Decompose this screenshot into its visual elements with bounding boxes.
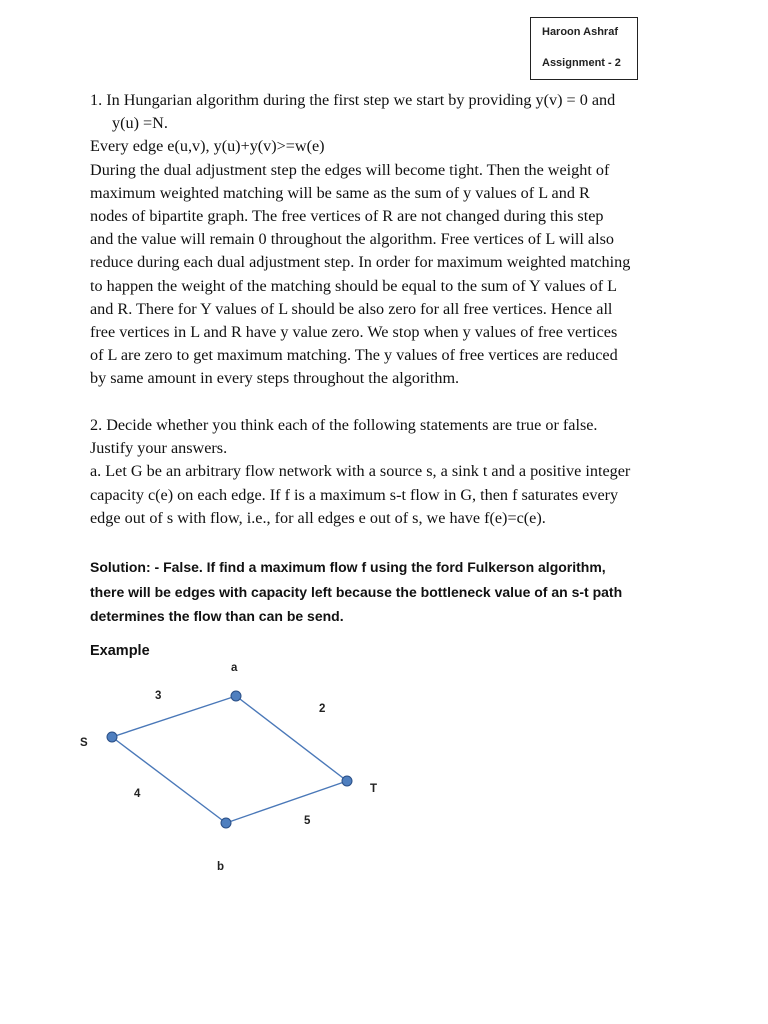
q1-line: by same amount in every steps throughout the algorithm. — [90, 369, 460, 388]
node-s — [107, 732, 117, 742]
q1-line: y(u) =N. — [112, 114, 168, 133]
q2-line: capacity c(e) on each edge. If f is a maximum s-t flow in G, then f saturates every — [90, 485, 619, 504]
node-label-a: a — [231, 662, 238, 674]
q1-line: 1. In Hungarian algorithm during the first step we start by providing y(v) = 0 and — [90, 91, 616, 109]
q1-line: reduce during each dual adjustment step. In order for maximum weighted matching — [90, 253, 631, 272]
q1-line: free vertices in L and R have y value zero. We stop when y values of free vertices — [90, 323, 618, 342]
q2-line: edge out of s with flow, i.e., for all edges e out of s, we have f(e)=c(e). — [90, 508, 546, 527]
q1-line: and R. There for Y values of L should be also zero for all free vertices. Hence all — [90, 299, 613, 318]
q1-line: maximum weighted matching will be same as the sum of y values of L and R — [90, 183, 590, 202]
node-b — [221, 818, 231, 828]
q1-line: of L are zero to get maximum matching. The y values of free vertices are reduced — [90, 346, 618, 365]
q2-line: 2. Decide whether you think each of the following statements are true or false. — [90, 416, 598, 434]
author-name: Haroon Ashraf — [542, 26, 618, 38]
solution-line: there will be edges with capacity left because the bottleneck value of an s-t path — [90, 583, 623, 600]
edge-weight-a-t: 2 — [319, 703, 326, 715]
node-label-s: S — [80, 737, 88, 749]
example-label: Example — [90, 643, 150, 659]
node-a — [231, 691, 241, 701]
assignment-title: Assignment - 2 — [542, 57, 621, 69]
q1-line: to happen the weight of the matching should be equal to the sum of Y values of L — [90, 276, 618, 295]
edge-b-t — [226, 781, 347, 823]
solution-line: Solution: - False. If find a maximum flow f using the ford Fulkerson algorithm, — [90, 559, 606, 575]
edge-weight-s-a: 3 — [155, 690, 162, 702]
q2-line: Justify your answers. — [90, 439, 228, 458]
q1-line: nodes of bipartite graph. The free vertices of R are not changed during this step — [90, 207, 604, 226]
solution-line: determines the flow than can be send. — [90, 608, 344, 624]
node-label-t: T — [370, 783, 378, 795]
edge-a-t — [236, 696, 347, 781]
q1-line: and the value will remain 0 throughout the algorithm. Free vertices of L will also — [90, 230, 615, 249]
edge-s-b — [112, 737, 226, 823]
node-label-b: b — [217, 861, 225, 873]
edge-s-a — [112, 696, 236, 737]
q1-line: Every edge e(u,v), y(u)+y(v)>=w(e) — [90, 137, 325, 156]
q2-line: a. Let G be an arbitrary flow network with a source s, a sink t and a positive integer — [90, 462, 631, 481]
q1-line: During the dual adjustment step the edges will become tight. Then the weight of — [90, 160, 610, 179]
node-t — [342, 776, 352, 786]
edge-weight-s-b: 4 — [134, 788, 141, 800]
edge-weight-b-t: 5 — [304, 815, 311, 827]
